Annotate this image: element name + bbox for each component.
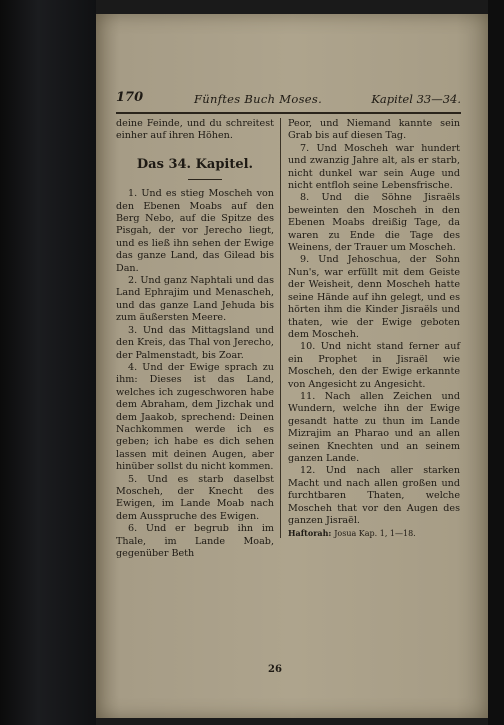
verse-9: 9. Und Jehoschua, der Sohn Nun's, war erfüllt mit dem Geiste der Weisheit, denn Moscheh hatte seine Hände auf ihn gelegt, und es hörten ihm die Kinder Jisraëls und thaten, wie der Ewige geboten dem Moscheh. bbox=[288, 254, 460, 340]
chapter-heading: Das 34. Kapitel. bbox=[136, 156, 254, 172]
verse-2: 2. Und ganz Naphtali und das Land Ephrajim und Menascheh, und das ganze Land Jehuda bis zum äußersten Meere. bbox=[116, 275, 274, 324]
verse-4: 4. Und der Ewige sprach zu ihm: Dieses ist das Land, welches ich zugeschworen habe dem Abraham, dem Jizchak und dem Jaakob, sprechend: Deinen Nachkommen werde ich es geben; ich habe es dich sehen lassen mit deinen Augen, aber hinüber sollst du nicht kommen. bbox=[116, 361, 274, 473]
heading-rule bbox=[188, 179, 222, 180]
verse-10: 10. Und nicht stand ferner auf ein Prophet in Jisraël wie Moscheh, den der Ewige erkannte von Angesicht zu Angesicht. bbox=[288, 341, 460, 390]
verse-6: 6. Und er begrub ihn im Thale, im Lande Moab, gegenüber Beth bbox=[116, 523, 274, 559]
page-number: 170 bbox=[116, 90, 144, 105]
left-intro-text: deine Feinde, und du schreitest einher auf ihren Höhen. bbox=[116, 118, 274, 142]
verse-11: 11. Nach allen Zeichen und Wundern, welche ihn der Ewige gesandt hatte zu thun im Lande Mizrajim an Pharao und an allen seinen Knechten und an seinem ganzen Lande. bbox=[288, 390, 460, 464]
verse-5: 5. Und es starb daselbst Moscheh, der Knecht des Ewigen, im Lande Moab nach dem Ausspruche des Ewigen. bbox=[116, 473, 274, 522]
right-column bbox=[288, 118, 460, 541]
header-rule bbox=[116, 112, 461, 114]
verse-8: 8. Und die Söhne Jisraëls beweinten den Moscheh in den Ebenen Moabs dreißig Tage, da waren zu Ende die Tage des Weinens, der Trauer um Moscheh. bbox=[288, 192, 460, 254]
book-spine bbox=[0, 0, 96, 725]
verse-3: 3. Und das Mittagsland und den Kreis, das Thal von Jerecho, der Palmenstadt, bis Zoar. bbox=[116, 324, 274, 361]
right-intro-text: Peor, und Niemand kannte sein Grab bis auf diesen Tag. bbox=[288, 118, 460, 142]
chapter-range: Kapitel 33—34. bbox=[371, 92, 461, 106]
haftorah-reference: Josua Kap. 1, 1—18. bbox=[334, 529, 416, 539]
book-page bbox=[96, 14, 488, 718]
verse-7: 7. Und Moscheh war hundert und zwanzig Jahre alt, als er starb, nicht dunkel war sein Auge und nicht entfloh seine Lebensfrische. bbox=[288, 142, 460, 192]
signature-mark: 26 bbox=[268, 664, 282, 675]
verse-1: 1. Und es stieg Moscheh von den Ebenen Moabs auf den Berg Nebo, auf die Spitze des Pisgah, der vor Jerecho liegt, und es ließ ihn sehen der Ewige das ganze Land, das Gilead bis Dan. bbox=[116, 188, 274, 274]
verse-12: 12. Und nach aller starken Macht und nach allen großen und furchtbaren Thaten, welche Moscheh that vor den Augen des ganzen Jisraël. bbox=[288, 465, 460, 526]
haftorah-note bbox=[288, 527, 460, 540]
haftorah-label: Haftorah: bbox=[288, 528, 332, 539]
left-column bbox=[116, 118, 274, 560]
column-divider bbox=[280, 118, 281, 538]
book-title: Fünftes Buch Moses. bbox=[194, 92, 323, 106]
scan-edge bbox=[488, 0, 504, 725]
running-header bbox=[116, 90, 461, 112]
